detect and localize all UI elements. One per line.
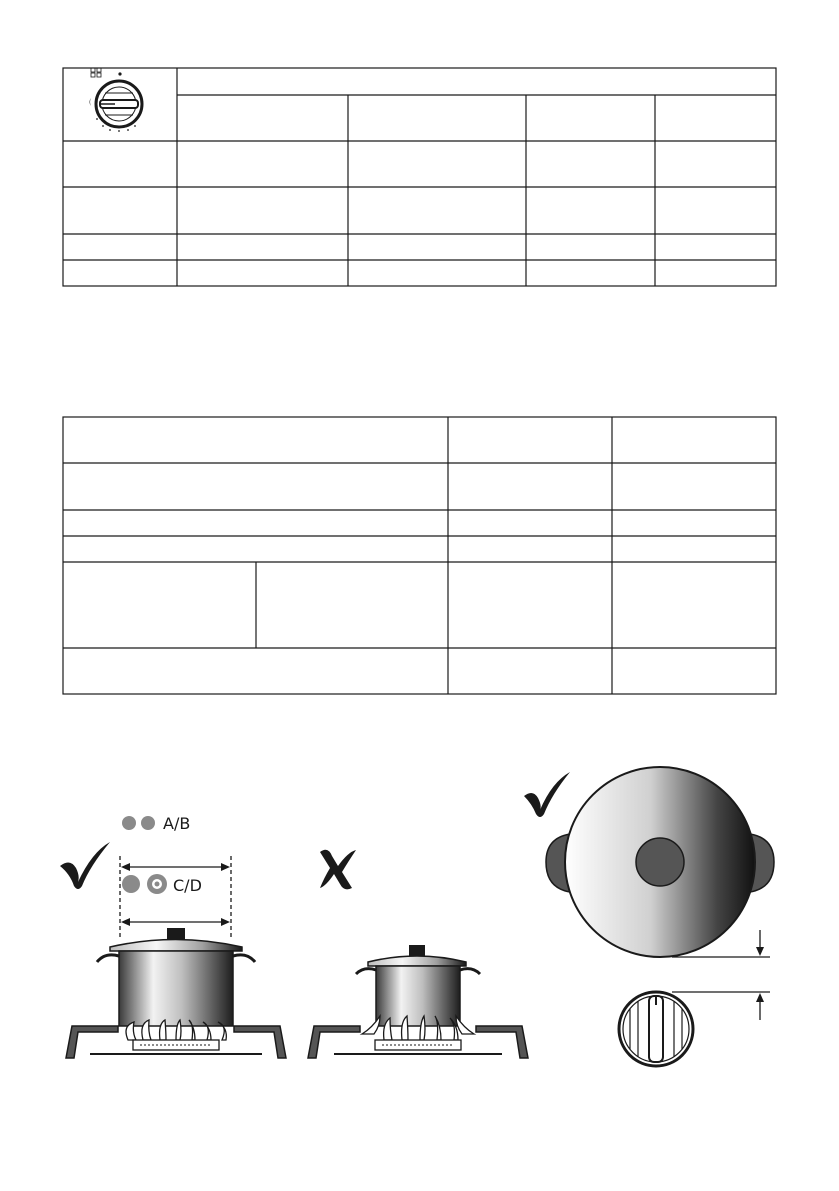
burner-dot-c: [122, 875, 140, 893]
correct-pot-illustration: [60, 814, 286, 1058]
knob-top-view: [619, 992, 693, 1066]
burner-dot-b: [141, 816, 155, 830]
cd-label: C/D: [173, 876, 202, 895]
checkmark-icon: [524, 772, 570, 817]
checkmark-icon: [60, 842, 110, 889]
incorrect-pot-illustration: [308, 850, 528, 1058]
table-1: [63, 68, 776, 286]
top-view-illustration: [524, 767, 774, 1066]
control-knob-icon: [90, 68, 143, 132]
cross-icon: [320, 850, 356, 890]
ab-label: A/B: [163, 814, 191, 833]
burner-dot-a: [122, 816, 136, 830]
table-2: [63, 417, 776, 694]
